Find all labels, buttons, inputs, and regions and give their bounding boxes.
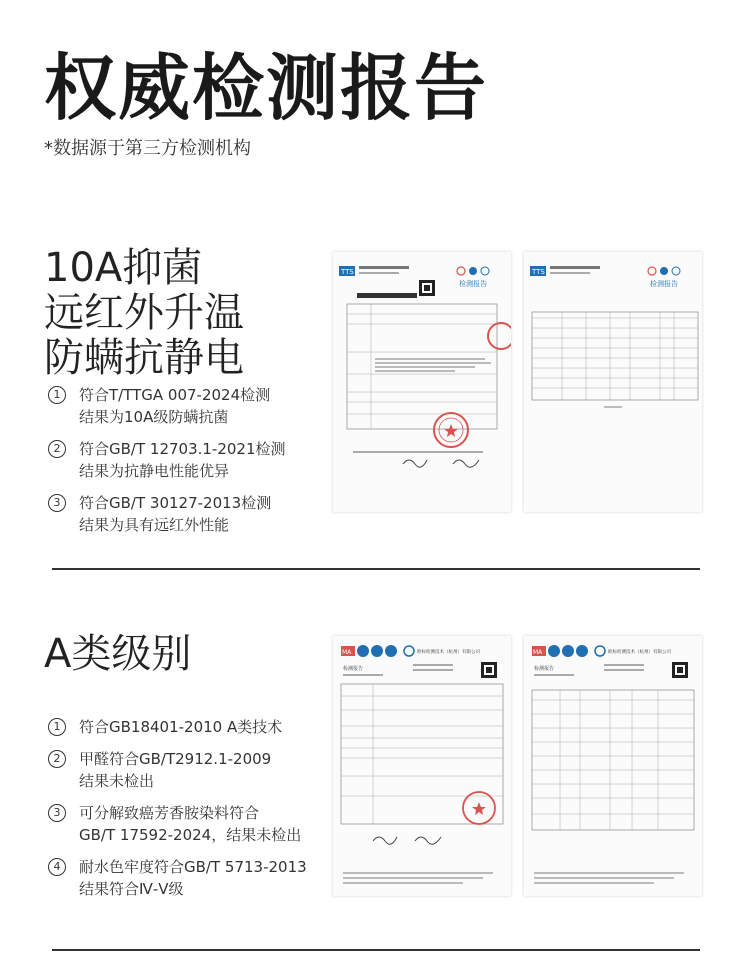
circled-number: 1 — [48, 718, 66, 736]
item-text-line: 符合GB18401-2010 A类技术 — [79, 718, 283, 736]
page-title: 权威检测报告 — [44, 46, 489, 130]
list-item — [48, 438, 286, 482]
report-doc-title: 检测报告 — [343, 666, 364, 672]
section2-heading — [44, 632, 191, 677]
circled-number: 1 — [48, 386, 66, 404]
item-text-line: 结果为抗静电性能优异 — [79, 462, 230, 480]
circled-number: 2 — [48, 440, 66, 458]
test-report-image-1 — [333, 252, 511, 512]
heading-line: 远红外升温 — [44, 289, 244, 336]
section1-list — [48, 384, 286, 546]
heading-line: 防螨抗静电 — [44, 334, 244, 381]
item-text-line: 结果为具有远红外性能 — [79, 516, 230, 534]
lab-name: 欧标检测技术（杭州）有限公司 — [608, 650, 671, 655]
report-logo: TTS — [341, 268, 354, 276]
lab-name: 欧标检测技术（杭州）有限公司 — [417, 650, 480, 655]
source-note: *数据源于第三方检测机构 — [44, 138, 251, 159]
report-logo: MA — [342, 649, 352, 656]
item-text-line: 耐水色牢度符合GB/T 5713-2013 — [79, 858, 307, 876]
item-text-line: 符合GB/T 12703.1-2021检测 — [79, 440, 286, 458]
list-item — [48, 856, 307, 900]
report-doc-title: 检测报告 — [459, 280, 487, 288]
circled-number: 4 — [48, 858, 66, 876]
list-item — [48, 748, 307, 792]
item-text-line: 符合GB/T 30127-2013检测 — [79, 494, 272, 512]
test-report-image-3 — [333, 636, 511, 896]
circled-number: 2 — [48, 750, 66, 768]
report-logo: MA — [533, 649, 543, 656]
item-text-line: 甲醛符合GB/T2912.1-2009 — [79, 750, 272, 768]
item-text-line: 可分解致癌芳香胺染料符合 — [79, 804, 260, 822]
section-divider — [52, 568, 700, 570]
circled-number: 3 — [48, 804, 66, 822]
circled-number: 3 — [48, 494, 66, 512]
section2-list — [48, 716, 307, 910]
item-text-line: 结果为10A级防螨抗菌 — [79, 408, 229, 426]
item-text-line: 结果符合Ⅳ-Ⅴ级 — [79, 880, 184, 898]
test-report-image-4 — [524, 636, 702, 896]
list-item — [48, 492, 286, 536]
list-item — [48, 716, 307, 738]
item-text-line: 结果未检出 — [79, 772, 155, 790]
heading-line: A类级别 — [44, 631, 192, 677]
heading-line: 10A抑菌 — [44, 245, 203, 291]
section-divider — [52, 949, 700, 951]
item-text-line: GB/T 17592-2024，结果未检出 — [79, 826, 302, 844]
report-doc-title: 检测报告 — [534, 666, 555, 672]
report-logo: TTS — [532, 268, 545, 276]
list-item — [48, 384, 286, 428]
test-report-image-2 — [524, 252, 702, 512]
report-doc-title: 检测报告 — [650, 280, 678, 288]
item-text-line: 符合T/TTGA 007-2024检测 — [79, 386, 271, 404]
list-item — [48, 802, 307, 846]
section1-heading — [44, 246, 244, 380]
